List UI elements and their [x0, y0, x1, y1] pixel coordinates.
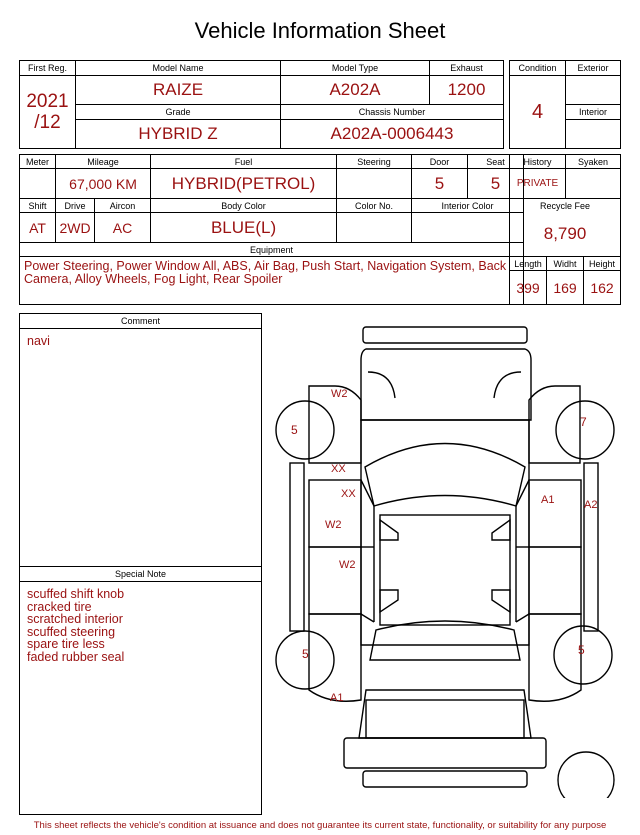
condition-value: 4	[510, 76, 566, 149]
recycle-value: 8,790	[510, 213, 621, 257]
fuel-value: HYBRID(PETROL)	[151, 169, 337, 199]
mark-tire-rear-right: 5	[578, 643, 585, 657]
mark-right-side: A2	[584, 499, 598, 511]
seat-value: 5	[468, 169, 524, 199]
mark-tire-front-left: 5	[291, 423, 298, 437]
right-inner-trim	[492, 520, 510, 540]
right-rear-door	[529, 547, 581, 614]
car-damage-diagram	[270, 318, 620, 798]
meter-value	[20, 169, 56, 199]
body-color-label: Body Color	[151, 199, 337, 213]
interior-label: Interior	[566, 105, 621, 120]
rear-valance	[363, 771, 527, 787]
special-note-label: Special Note	[20, 567, 261, 582]
left-door-join-top	[361, 480, 374, 506]
cabin-outline	[361, 420, 529, 645]
condition-table	[509, 60, 621, 149]
rear-window	[370, 621, 520, 660]
right-front-fender	[529, 386, 580, 463]
drive-value: 2WD	[56, 213, 95, 243]
seat-label: Seat	[468, 155, 524, 169]
height-label: Height	[584, 257, 621, 271]
comment-panel	[19, 313, 262, 567]
shift-label: Shift	[20, 199, 56, 213]
model-name-value: RAIZE	[76, 76, 281, 105]
page-title: Vehicle Information Sheet	[194, 18, 446, 43]
model-type-label: Model Type	[281, 61, 430, 76]
trunk-panel	[366, 700, 524, 738]
color-no-label: Color No.	[337, 199, 412, 213]
equipment-label: Equipment	[20, 243, 524, 257]
first-reg-year: 2021	[26, 91, 69, 112]
mark-right-front-door: A1	[541, 494, 555, 506]
chassis-value: A202A-0006443	[281, 120, 504, 149]
drive-label: Drive	[56, 199, 95, 213]
side-info-table	[509, 154, 621, 305]
mark-left-front-door: W2	[325, 519, 342, 531]
width-value: 169	[547, 271, 584, 305]
syaken-label: Syaken	[566, 155, 621, 169]
trunk-lid	[359, 690, 531, 738]
left-rear-fender	[309, 614, 361, 701]
special-note-panel	[19, 566, 262, 815]
syaken-value	[566, 169, 621, 199]
headlight-left	[368, 372, 395, 398]
exhaust-value: 1200	[430, 76, 504, 105]
right-side-skirt	[584, 463, 598, 631]
comment-text: navi	[27, 334, 50, 348]
exterior-label: Exterior	[566, 61, 621, 76]
length-label: Length	[510, 257, 547, 271]
history-value: PRIVATE	[510, 169, 566, 199]
meter-label: Meter	[20, 155, 56, 169]
special-note-item: scuffed steering	[27, 624, 116, 639]
right-door-join-bottom	[516, 614, 529, 622]
special-note-item: scuffed shift knob	[27, 587, 125, 601]
tire-front-right	[556, 401, 614, 459]
mileage-label: Mileage	[56, 155, 151, 169]
right-door-join-top	[516, 480, 529, 506]
special-note-item: faded rubber seal	[27, 649, 125, 664]
vehicle-detail-table	[19, 154, 524, 305]
aircon-value: AC	[95, 213, 151, 243]
right-inner-trim-rear	[492, 590, 510, 612]
recycle-label: Recycle Fee	[510, 199, 621, 213]
mileage-value: 67,000 KM	[56, 169, 151, 199]
shift-value: AT	[20, 213, 56, 243]
left-rear-door	[309, 547, 361, 614]
width-label: Widht	[547, 257, 584, 271]
special-note-item: spare tire less	[27, 637, 105, 651]
mark-tire-rear-left: 5	[302, 647, 309, 661]
length-value: 399	[510, 271, 547, 305]
grade-label: Grade	[76, 105, 281, 120]
steering-label: Steering	[337, 155, 412, 169]
exterior-value	[566, 76, 621, 105]
windshield	[365, 444, 525, 507]
special-note-list	[20, 582, 261, 663]
exhaust-label: Exhaust	[430, 61, 504, 76]
interior-color-value	[412, 213, 524, 243]
color-no-value	[337, 213, 412, 243]
special-note-item: cracked tire	[27, 599, 92, 614]
tire-front-left	[276, 401, 334, 459]
right-front-door	[529, 480, 581, 547]
mark-front-left-fender: W2	[331, 388, 348, 400]
chassis-label: Chassis Number	[281, 105, 504, 120]
interior-value	[566, 120, 621, 149]
mark-rear-left: A1	[330, 692, 344, 704]
first-reg-month: /12	[34, 112, 61, 133]
disclaimer-footer: This sheet reflects the vehicle's condition at issuance and does not guarantee its current state, functionality, or suitability for any purpose	[33, 820, 607, 831]
left-door-join-bottom	[361, 614, 374, 622]
mark-hood-left: XX	[341, 488, 356, 500]
first-reg-value	[20, 76, 76, 149]
roof	[380, 515, 510, 625]
left-inner-trim-rear	[380, 590, 398, 612]
mark-left-fender: XX	[331, 463, 346, 475]
spare-tire	[558, 752, 614, 798]
fuel-label: Fuel	[151, 155, 337, 169]
grade-value: HYBRID Z	[76, 120, 281, 149]
front-bumper	[363, 327, 527, 343]
model-type-value: A202A	[281, 76, 430, 105]
hood-outline	[361, 349, 531, 420]
first-reg-label: First Reg.	[20, 61, 76, 76]
special-note-item: scratched interior	[27, 612, 123, 626]
left-inner-trim	[380, 520, 398, 540]
history-label: History	[510, 155, 566, 169]
comment-label: Comment	[20, 314, 261, 329]
door-value: 5	[412, 169, 468, 199]
vehicle-basic-table	[19, 60, 504, 149]
mark-left-rear-door: W2	[339, 559, 356, 571]
steering-value	[337, 169, 412, 199]
equipment-value: Power Steering, Power Window All, ABS, Air Bag, Push Start, Navigation System, Back Camera, Alloy Wheels, Fog Light, Rear Spoiler	[20, 257, 524, 305]
height-value: 162	[584, 271, 621, 305]
headlight-right	[494, 372, 521, 398]
left-side-skirt	[290, 463, 304, 631]
aircon-label: Aircon	[95, 199, 151, 213]
rear-bumper	[344, 738, 546, 768]
door-label: Door	[412, 155, 468, 169]
model-name-label: Model Name	[76, 61, 281, 76]
interior-color-label: Interior Color	[412, 199, 524, 213]
mark-tire-front-right: 7	[580, 415, 587, 429]
body-color-value: BLUE(L)	[151, 213, 337, 243]
condition-label: Condition	[510, 61, 566, 76]
